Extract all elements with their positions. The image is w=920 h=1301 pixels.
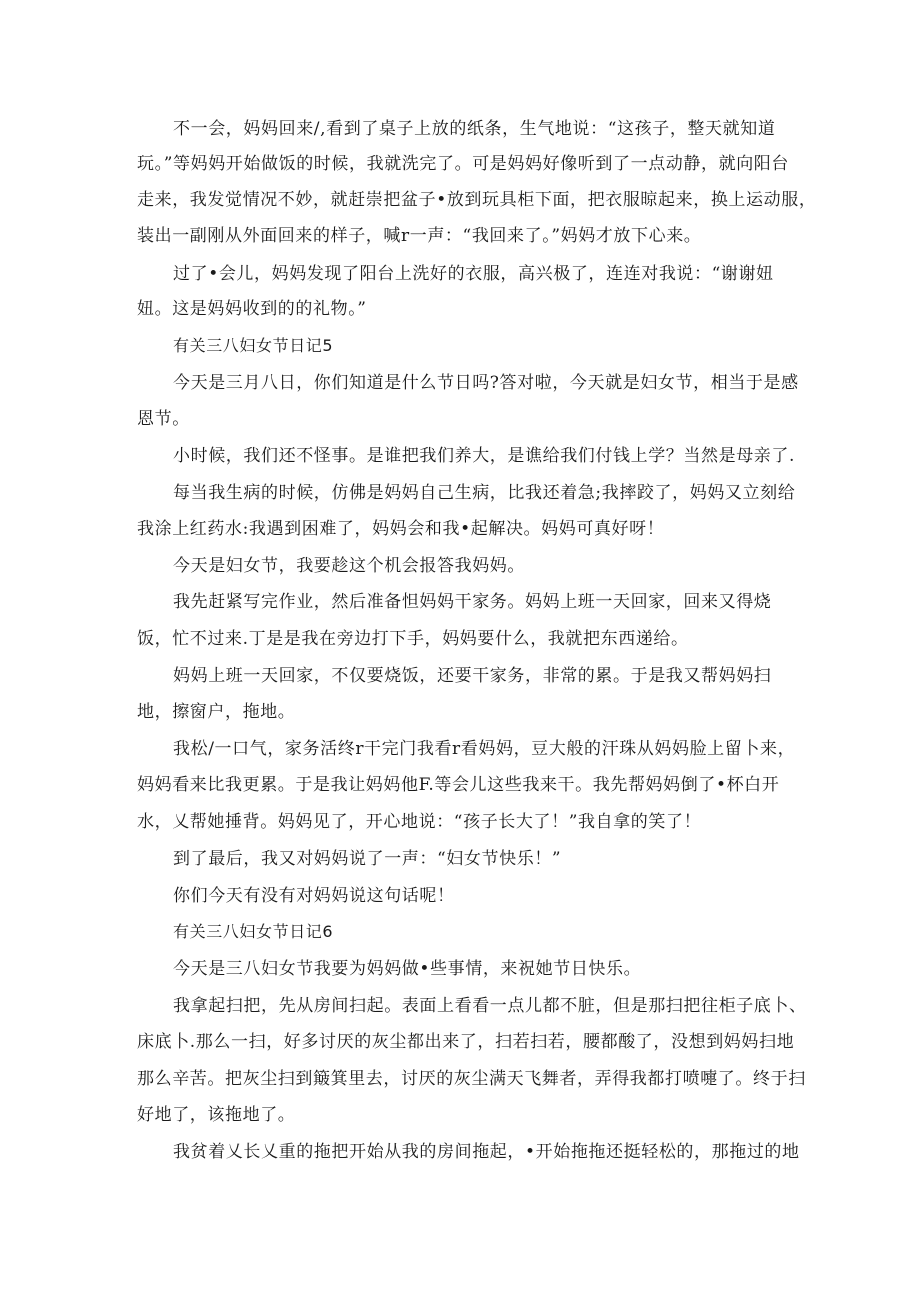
text-line: 小时候，我们还不怪事。是谁把我们养大，是谯给我们付钱上学？当然是母亲了. [173, 446, 796, 466]
text-line: 妞。这是妈妈收到的的礼物。” [137, 299, 367, 319]
text-line: 我先赶紧写完作业，然后准备怛妈妈干家务。妈妈上班一天回家，回来又得烧 [173, 592, 772, 612]
text-line: 过了•会儿，妈妈发现了阳台上洗好的衣服，高兴极了，连连对我说：“谢谢妞 [173, 264, 774, 284]
text-line: 你们今天有没有对妈妈说这句话呢！ [173, 886, 455, 906]
text-line: 装出一副刚从外面回来的样子，喊r一声：“我回来了。”妈妈才放下心来。 [137, 226, 702, 246]
text-line: 我松/一口气，家务活终r干完门我看r看妈妈，豆大般的汗珠从妈妈脸上留卜来， [173, 739, 796, 759]
text-line: 恩节。 [137, 409, 190, 429]
text-line: 走来，我发觉情况不妙，就赶崇把盆子•放到玩具柜下面，把衣服晾起来，换上运动服， [137, 190, 817, 210]
text-line: 今天是三月八日，你们知道是什么节日吗?答对啦，今天就是妇女节，相当于是感 [173, 373, 799, 393]
text-line: 水，乂帮她捶背。妈妈见了，开心地说：“孩子长大了！”我自拿的笑了！ [137, 812, 702, 832]
text-line: 玩。”等妈妈开始做饭的时候，我就洗完了。可是妈妈好像听到了一点动静，就向阳台 [137, 154, 789, 174]
section-heading: 有关三八妇女节日记5 [173, 336, 334, 355]
text-line: 好地了，该拖地了。 [137, 1105, 296, 1125]
text-line: 妈妈上班一天回家，不仅要烧饭，还要干家务，非常的累。于是我又帮妈妈扫 [173, 666, 772, 686]
text-line: 到了最后，我又对妈妈说了一声：“妇女节快乐！” [173, 849, 562, 869]
text-line: 妈妈看来比我更累。于是我让妈妈他F.等会儿这些我来干。我先帮妈妈倒了•杯白开 [137, 775, 780, 795]
text-line: 床底卜.那么一扫，好多讨厌的灰尘都出来了，扫若扫若，腰都酸了，没想到妈妈扫地 [137, 1032, 795, 1052]
text-line: 饭，忙不过来.丁是是我在旁边打下手，妈妈要什么，我就把东西递给。 [137, 629, 689, 649]
text-line: 我涂上红药水:我遇到困难了，妈妈会和我•起解决。妈妈可真好呀！ [137, 519, 665, 539]
text-line: 不一会，妈妈回来/,看到了桌子上放的纸条，生气地说：“这孩子，整天就知道 [173, 119, 776, 139]
text-line: 每当我生病的时候，仿佛是妈妈自己生病，比我还着急;我摔跤了，妈妈又立刻给 [173, 483, 796, 503]
text-line: 那么辛苦。把灰尘扫到簸箕里去，讨厌的灰尘满天飞舞者，弄得我都打喷嚏了。终于扫 [137, 1069, 806, 1089]
text-line: 今天是妇女节，我要趁这个机会报答我妈妈。 [173, 556, 525, 576]
text-line: 我贫着乂长乂重的拖把开始从我的房间拖起，•开始拖拖还挺轻松的，那拖过的地 [173, 1142, 800, 1162]
text-line: 今天是三八妇女节我要为妈妈做•些事情，来祝她节日快乐。 [173, 959, 642, 979]
text-line: 我拿起扫把，先从房间扫起。表面上看看一点儿都不脏，但是那扫把往柜子底卜、 [173, 996, 807, 1016]
section-heading: 有关三八妇女节日记6 [173, 922, 334, 941]
text-line: 地，擦窗户，拖地。 [137, 702, 296, 722]
